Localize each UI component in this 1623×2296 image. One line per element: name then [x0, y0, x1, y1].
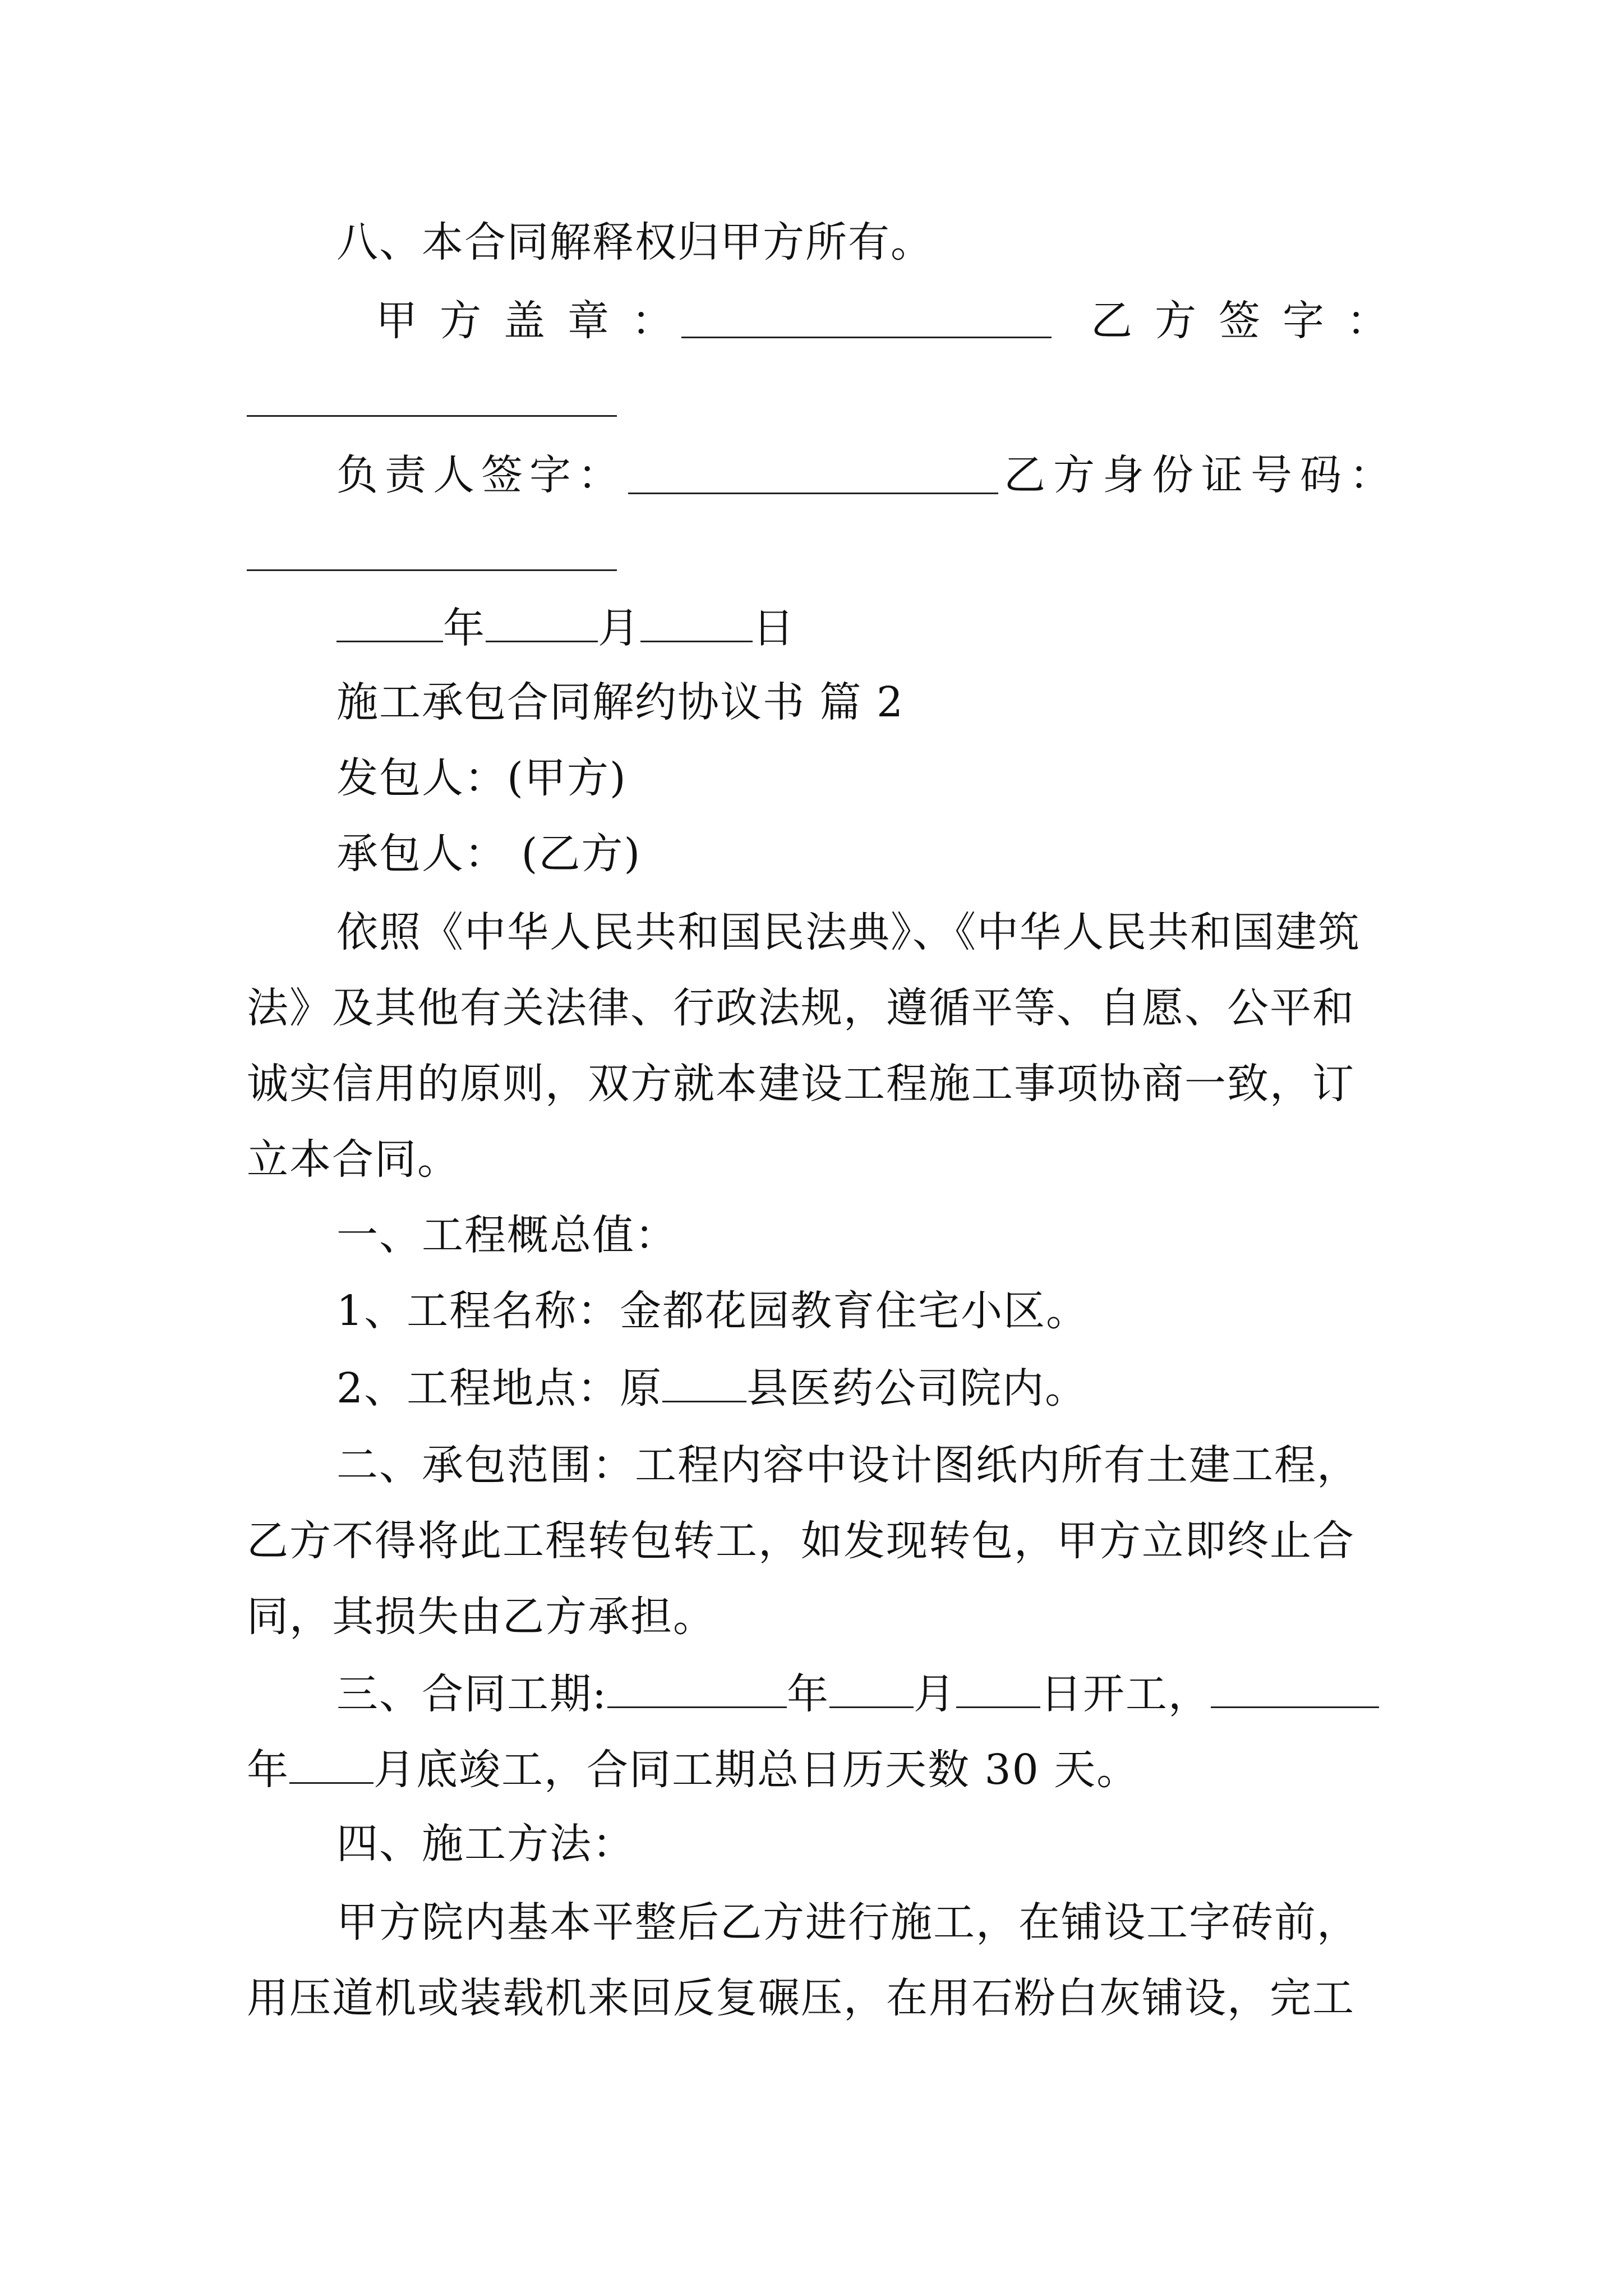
leader-sign — [336, 451, 628, 499]
start-year-label: 年 — [786, 1670, 829, 1718]
leader-sign-label: 负责人签字： — [336, 451, 626, 499]
start-year-blank — [607, 1672, 787, 1708]
basis-line-2: 法》及其他有关法律、行政法规，遵循平等、自愿、公平和 — [247, 984, 1355, 1032]
basis-line-1: 依照《中华人民共和国民法典》、《中华人民共和国建筑 — [336, 908, 1361, 956]
section-3-line-1 — [336, 1670, 1385, 1718]
leader-sign-blank — [628, 493, 998, 494]
section-2-line-1: 二、承包范围：工程内容中设计图纸内所有土建工程， — [336, 1441, 1359, 1489]
section-2-line-2: 乙方不得将此工程转包转工，如发现转包，甲方立即终止合 — [247, 1517, 1355, 1565]
item-2-suffix: 县医药公司院内。 — [746, 1364, 1088, 1412]
section-3-prefix: 三、合同工期: — [336, 1670, 607, 1718]
date-row — [336, 604, 1385, 652]
id-number — [1004, 451, 1399, 499]
item-1: 1、工程名称：金都花园教育住宅小区。 — [336, 1287, 1089, 1335]
party-a-seal-label: 甲方盖章： — [376, 297, 695, 345]
party-b-sign-label: 乙方签字： — [1091, 297, 1410, 345]
month-blank — [486, 606, 598, 642]
id-number-label: 乙方身份证号码： — [1004, 451, 1399, 499]
party-b-sign — [1091, 297, 1410, 345]
method-line-1: 甲方院内基本平整后乙方进行施工，在铺设工字砖前， — [336, 1898, 1359, 1947]
year-blank — [336, 606, 443, 642]
year-label: 年 — [443, 604, 486, 652]
id-number-blank — [247, 569, 617, 571]
month-label: 月 — [598, 604, 640, 652]
day-blank — [640, 606, 753, 642]
clause-8: 八、本合同解释权归甲方所有。 — [336, 218, 933, 266]
start-day-blank — [956, 1672, 1040, 1708]
item-2 — [336, 1364, 1385, 1412]
party-b-line: 承包人： (乙方) — [336, 830, 642, 878]
start-month-blank — [829, 1672, 914, 1708]
section-2-line-3: 同，其损失由乙方承担。 — [247, 1593, 716, 1641]
start-month-label: 月 — [913, 1670, 956, 1718]
party-a-line: 发包人：(甲方) — [336, 754, 627, 802]
end-year-blank — [1211, 1672, 1379, 1708]
section-3-line-2 — [247, 1746, 1385, 1794]
section-title-2: 施工承包合同解约协议书 篇 2 — [336, 678, 905, 726]
basis-line-3: 诚实信用的原则，双方就本建设工程施工事项协商一致，订 — [247, 1060, 1355, 1108]
section-1-heading: 一、工程概总值： — [336, 1211, 677, 1259]
section-3-tail: 月底竣工，合同工期总日历天数 30 天。 — [374, 1746, 1140, 1794]
section-4-heading: 四、施工方法： — [336, 1820, 635, 1868]
start-day-label: 日开工， — [1040, 1670, 1211, 1718]
county-blank — [662, 1366, 746, 1402]
end-year-label: 年 — [247, 1746, 289, 1794]
method-line-2: 用压道机或装载机来回反复碾压，在用石粉白灰铺设，完工 — [247, 1974, 1355, 2022]
party-b-sign-blank — [247, 415, 617, 417]
day-label: 日 — [753, 604, 795, 652]
party-a-seal-blank — [681, 337, 1052, 338]
basis-line-4: 立本合同。 — [247, 1135, 460, 1184]
end-month-blank — [289, 1747, 374, 1784]
item-2-prefix: 2、工程地点：原 — [336, 1364, 663, 1412]
